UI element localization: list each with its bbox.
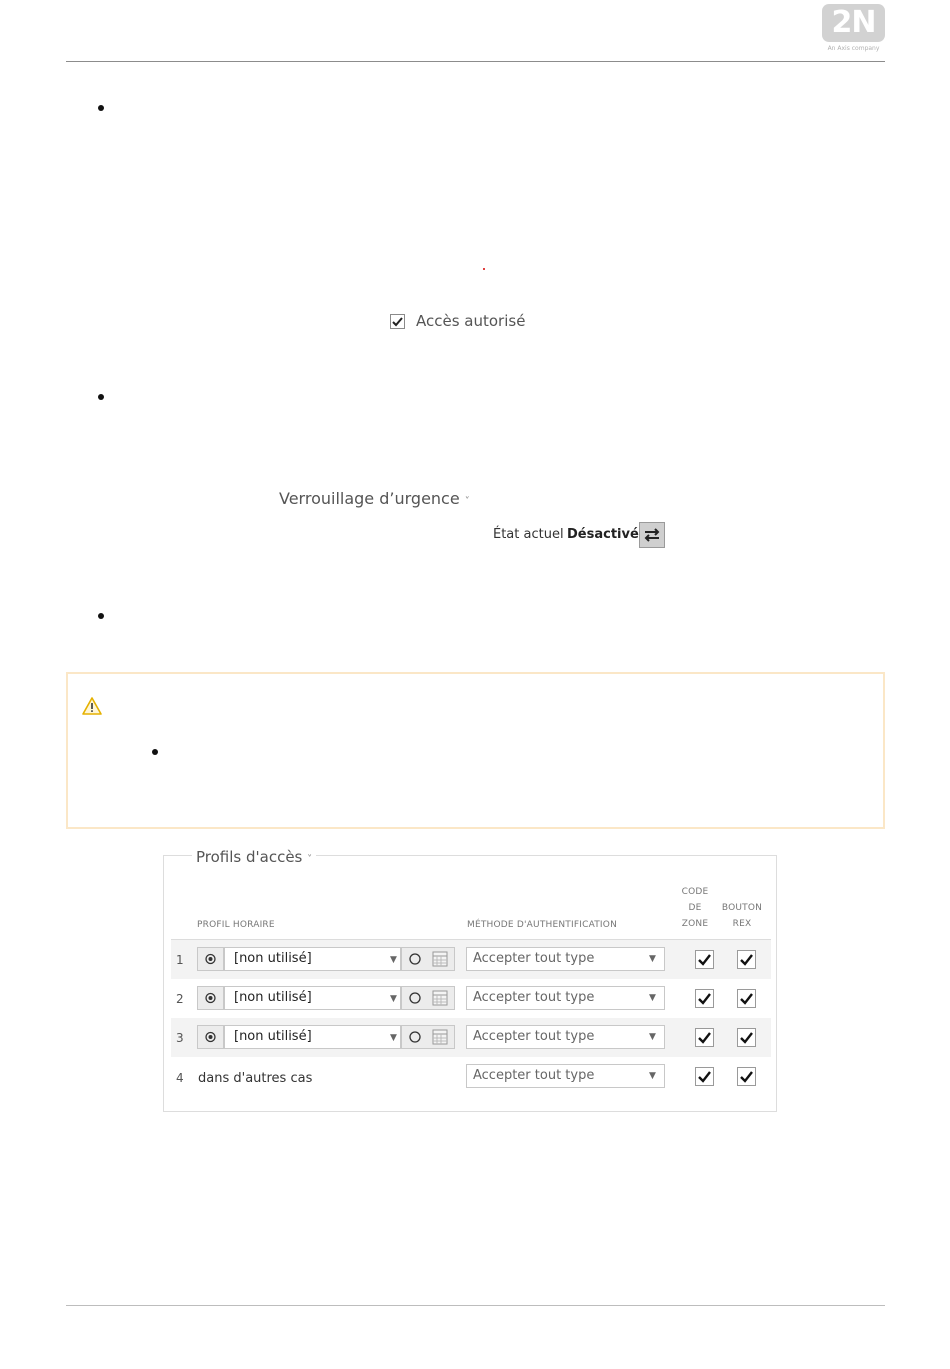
caret-down-icon: ▼ [649, 1071, 656, 1081]
profile-mode-button[interactable] [197, 986, 224, 1010]
row-number: 2 [176, 992, 184, 1006]
profile-mode-button[interactable] [197, 947, 224, 971]
auth-method-value: Accepter tout type [473, 951, 595, 966]
time-profile-select[interactable] [224, 947, 401, 971]
caret-down-icon: ▼ [390, 955, 397, 965]
chevron-down-icon: ˅ [307, 854, 313, 865]
caret-down-icon: ▼ [390, 1033, 397, 1043]
auth-method-value: Accepter tout type [473, 990, 595, 1005]
rex-button-checkbox[interactable] [737, 1067, 756, 1086]
header-rule [66, 61, 885, 62]
auth-method-select[interactable] [466, 986, 665, 1010]
access-profiles-title[interactable] [192, 848, 316, 866]
header-zone-code-line3: ZONE [681, 919, 709, 929]
radio-dot-icon [198, 948, 223, 970]
check-icon [696, 1068, 713, 1085]
current-state-label: État actuel [493, 527, 564, 542]
header-zone-code-line1: CODE [681, 887, 709, 897]
zone-code-checkbox[interactable] [695, 1067, 714, 1086]
brand-logo [822, 4, 885, 42]
header-zone-code [675, 884, 715, 932]
red-dot-mark [483, 268, 485, 270]
radio-dot-icon [198, 987, 223, 1009]
warning-box [66, 672, 885, 829]
check-icon [696, 1029, 713, 1046]
profile-mode-button[interactable] [197, 1025, 224, 1049]
row-number: 3 [176, 1031, 184, 1045]
profile-options[interactable] [401, 947, 455, 971]
caret-down-icon: ▼ [649, 1032, 656, 1042]
footer-rule [66, 1305, 885, 1306]
table-row [171, 979, 771, 1018]
access-allowed-checkbox[interactable] [390, 314, 405, 329]
logo-subtitle: An Axis company [827, 45, 880, 52]
auth-method-value: Accepter tout type [473, 1029, 595, 1044]
check-icon [738, 1068, 755, 1085]
rex-button-checkbox[interactable] [737, 1028, 756, 1047]
header-rex-line1: BOUTON [721, 903, 763, 913]
access-profiles-title-text: Profils d'accès [196, 848, 303, 866]
header-auth-method: MÉTHODE D'AUTHENTIFICATION [467, 920, 618, 930]
auth-method-value: Accepter tout type [473, 1068, 595, 1083]
table-row [171, 1018, 771, 1057]
check-icon [738, 1029, 755, 1046]
time-profile-value: [non utilisé] [234, 990, 312, 1005]
row-number: 1 [176, 953, 184, 967]
header-rex-button [718, 900, 766, 932]
zone-code-checkbox[interactable] [695, 950, 714, 969]
bullet-point [152, 749, 158, 755]
emergency-lock-title-text: Verrouillage d’urgence [279, 489, 460, 508]
caret-down-icon: ▼ [649, 954, 656, 964]
caret-down-icon: ▼ [390, 994, 397, 1004]
check-icon [738, 990, 755, 1007]
toggle-state-button[interactable] [639, 522, 665, 548]
zone-code-checkbox[interactable] [695, 1028, 714, 1047]
rex-button-checkbox[interactable] [737, 950, 756, 969]
time-profile-select[interactable] [224, 1025, 401, 1049]
caret-down-icon: ▼ [649, 993, 656, 1003]
header-zone-code-line2: DE [688, 903, 702, 913]
check-icon [391, 315, 404, 328]
rex-button-checkbox[interactable] [737, 989, 756, 1008]
time-profile-value: [non utilisé] [234, 1029, 312, 1044]
bullet-point [98, 613, 104, 619]
current-state-value: Désactivé [567, 527, 639, 542]
circle-calendar-icon [402, 948, 454, 970]
warning-icon [81, 696, 103, 716]
profile-options[interactable] [401, 986, 455, 1010]
zone-code-checkbox[interactable] [695, 989, 714, 1008]
time-profile-select[interactable] [224, 986, 401, 1010]
circle-calendar-icon [402, 987, 454, 1009]
auth-method-select[interactable] [466, 947, 665, 971]
header-rex-line2: REX [732, 919, 752, 929]
radio-dot-icon [198, 1026, 223, 1048]
profile-options[interactable] [401, 1025, 455, 1049]
bullet-point [98, 394, 104, 400]
time-profile-value: [non utilisé] [234, 951, 312, 966]
table-row [171, 1057, 771, 1096]
access-allowed-label: Accès autorisé [416, 312, 526, 330]
logo-text: 2N [831, 5, 876, 40]
check-icon [696, 990, 713, 1007]
otherwise-label: dans d'autres cas [198, 1071, 313, 1086]
header-time-profile: PROFIL HORAIRE [197, 920, 275, 930]
auth-method-select[interactable] [466, 1025, 665, 1049]
row-number: 4 [176, 1071, 184, 1085]
check-icon [738, 951, 755, 968]
check-icon [696, 951, 713, 968]
chevron-down-icon: ˅ [464, 496, 470, 507]
emergency-lock-title[interactable] [279, 489, 470, 508]
auth-method-select[interactable] [466, 1064, 665, 1088]
bullet-point [98, 105, 104, 111]
swap-arrows-icon [640, 523, 664, 547]
circle-calendar-icon [402, 1026, 454, 1048]
table-row [171, 940, 771, 979]
